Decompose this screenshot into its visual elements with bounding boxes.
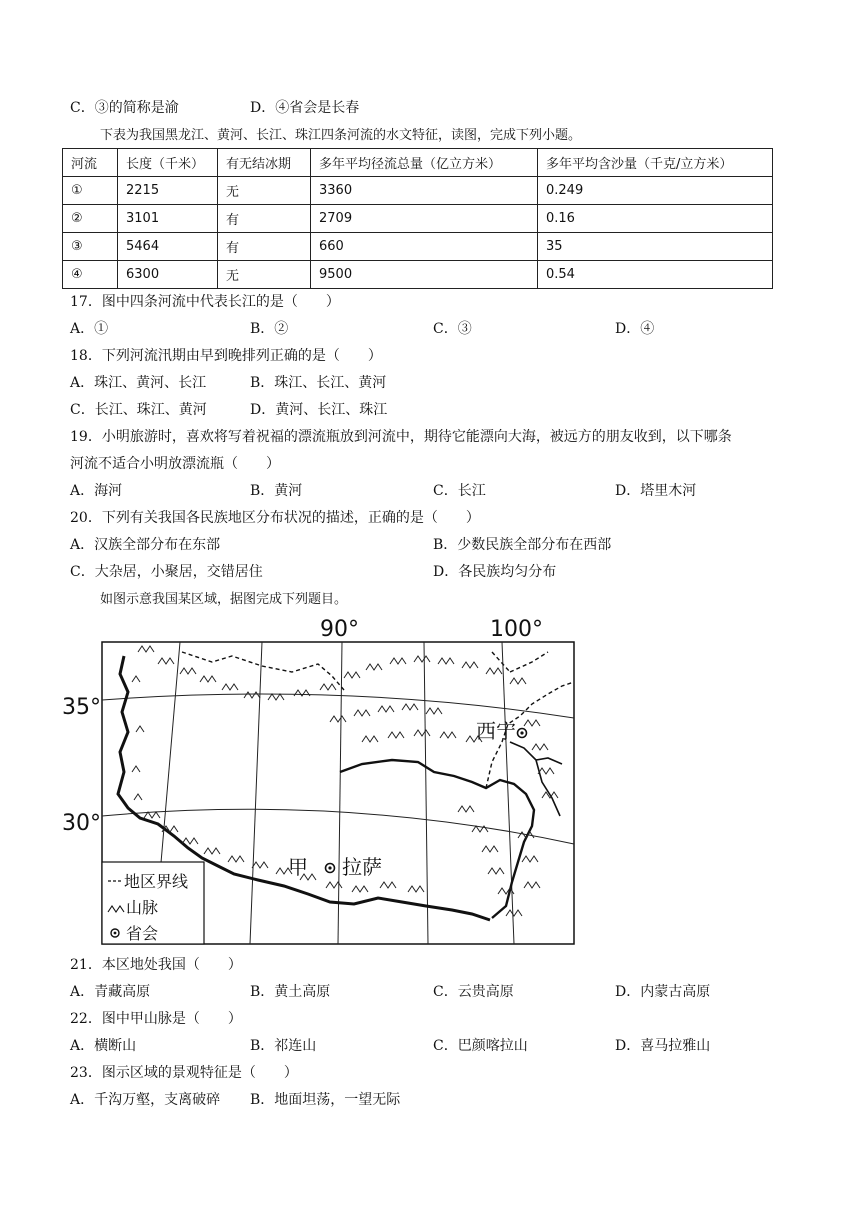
table-cell: 3101: [118, 205, 218, 233]
table-cell: 有: [218, 233, 311, 261]
q21-option-a: A．青藏高原: [70, 984, 151, 1000]
map-intro: 如图示意我国某区域，据图完成下列题目。: [100, 592, 348, 607]
table-cell: 9500: [311, 261, 538, 289]
region-map: [62, 612, 582, 948]
table-intro: 下表为我国黑龙江、黄河、长江、珠江四条河流的水文特征，读图，完成下列小题。: [100, 128, 582, 143]
q22-option-c: C．巴颜喀拉山: [433, 1038, 528, 1054]
q18-option-d: D．黄河、长江、珠江: [250, 402, 388, 418]
q19-option-b: B．黄河: [250, 483, 303, 499]
table-row: [63, 177, 773, 205]
q18-option-b: B．珠江、长江、黄河: [250, 375, 387, 391]
table-cell: 5464: [118, 233, 218, 261]
table-header-cell: 河流: [63, 149, 118, 177]
q17-option-b: B．②: [250, 321, 289, 337]
table-cell: 有: [218, 205, 311, 233]
table-cell: ④: [63, 261, 118, 289]
q16-option-d: D．④省会是长春: [250, 100, 360, 116]
q20-stem: 20．下列有关我国各民族地区分布状况的描述，正确的是（ ）: [70, 510, 480, 526]
q20-option-c: C．大杂居，小聚居，交错居住: [70, 564, 263, 580]
q18-option-a: A．珠江、黄河、长江: [70, 375, 207, 391]
q21-option-c: C．云贵高原: [433, 984, 514, 1000]
q19-stem-line2: 河流不适合小明放漂流瓶（ ）: [70, 456, 280, 472]
table-header-row: [63, 149, 773, 177]
table-cell: ②: [63, 205, 118, 233]
q17-option-d: D．④: [615, 321, 655, 337]
table-cell: 3360: [311, 177, 538, 205]
q22-option-d: D．喜马拉雅山: [615, 1038, 711, 1054]
table-row: [63, 261, 773, 289]
table-cell: 6300: [118, 261, 218, 289]
table-cell: ③: [63, 233, 118, 261]
label-lhasa: 拉萨: [342, 855, 382, 879]
table-header-cell: 多年平均径流总量（亿立方米）: [311, 149, 538, 177]
q22-option-a: A．横断山: [70, 1038, 137, 1054]
table-cell: 35: [538, 233, 773, 261]
q16-option-c: C．③的简称是渝: [70, 100, 179, 116]
legend-mountain-label: 山脉: [126, 898, 159, 917]
capital-dot-lhasa: [328, 866, 331, 869]
q23-option-b: B．地面坦荡，一望无际: [250, 1092, 401, 1108]
legend-capital-label: 省会: [126, 924, 159, 943]
q19-option-d: D．塔里木河: [615, 483, 697, 499]
lat-label-35: 35°: [62, 695, 101, 720]
q23-stem: 23．图示区域的景观特征是（ ）: [70, 1065, 298, 1081]
q21-option-b: B．黄土高原: [250, 984, 331, 1000]
q22-stem: 22．图中甲山脉是（ ）: [70, 1011, 242, 1027]
q21-option-d: D．内蒙古高原: [615, 984, 711, 1000]
table-cell: 无: [218, 261, 311, 289]
table-cell: 0.54: [538, 261, 773, 289]
legend-boundary-label: 地区界线: [124, 872, 189, 891]
hydrology-table: [62, 148, 773, 289]
q23-option-a: A．千沟万壑，支离破碎: [70, 1092, 221, 1108]
q22-option-b: B．祁连山: [250, 1038, 317, 1054]
q18-stem: 18．下列河流汛期由早到晚排列正确的是（ ）: [70, 348, 382, 364]
table-cell: 660: [311, 233, 538, 261]
capital-dot-xining: [520, 731, 523, 734]
q19-option-a: A．海河: [70, 483, 123, 499]
table-row: [63, 233, 773, 261]
q20-option-d: D．各民族均匀分布: [433, 564, 557, 580]
table-cell: 2215: [118, 177, 218, 205]
table-header-cell: 多年平均含沙量（千克/立方米）: [538, 149, 773, 177]
q19-option-c: C．长江: [433, 483, 486, 499]
lon-label-100: 100°: [490, 617, 543, 642]
q21-stem: 21．本区地处我国（ ）: [70, 957, 242, 973]
label-xining: 西宁: [476, 719, 516, 743]
table-cell: 0.16: [538, 205, 773, 233]
q17-option-c: C．③: [433, 321, 472, 337]
lon-label-90: 90°: [320, 617, 359, 642]
table-cell: 无: [218, 177, 311, 205]
map-legend: [102, 862, 204, 944]
table-row: [63, 205, 773, 233]
table-header-cell: 有无结冰期: [218, 149, 311, 177]
table-header-cell: 长度（千米）: [118, 149, 218, 177]
q20-option-b: B．少数民族全部分布在西部: [433, 537, 612, 553]
label-jia: 甲: [288, 855, 308, 879]
q20-option-a: A．汉族全部分布在东部: [70, 537, 221, 553]
q17-stem: 17．图中四条河流中代表长江的是（ ）: [70, 294, 340, 310]
q19-stem-line1: 19．小明旅游时，喜欢将写着祝福的漂流瓶放到河流中，期待它能漂向大海，被远方的朋友收到，以下哪条: [70, 429, 732, 445]
q17-option-a: A．①: [70, 321, 109, 337]
lat-label-30: 30°: [62, 811, 101, 836]
table-cell: 2709: [311, 205, 538, 233]
table-cell: 0.249: [538, 177, 773, 205]
table-cell: ①: [63, 177, 118, 205]
q18-option-c: C．长江、珠江、黄河: [70, 402, 207, 418]
